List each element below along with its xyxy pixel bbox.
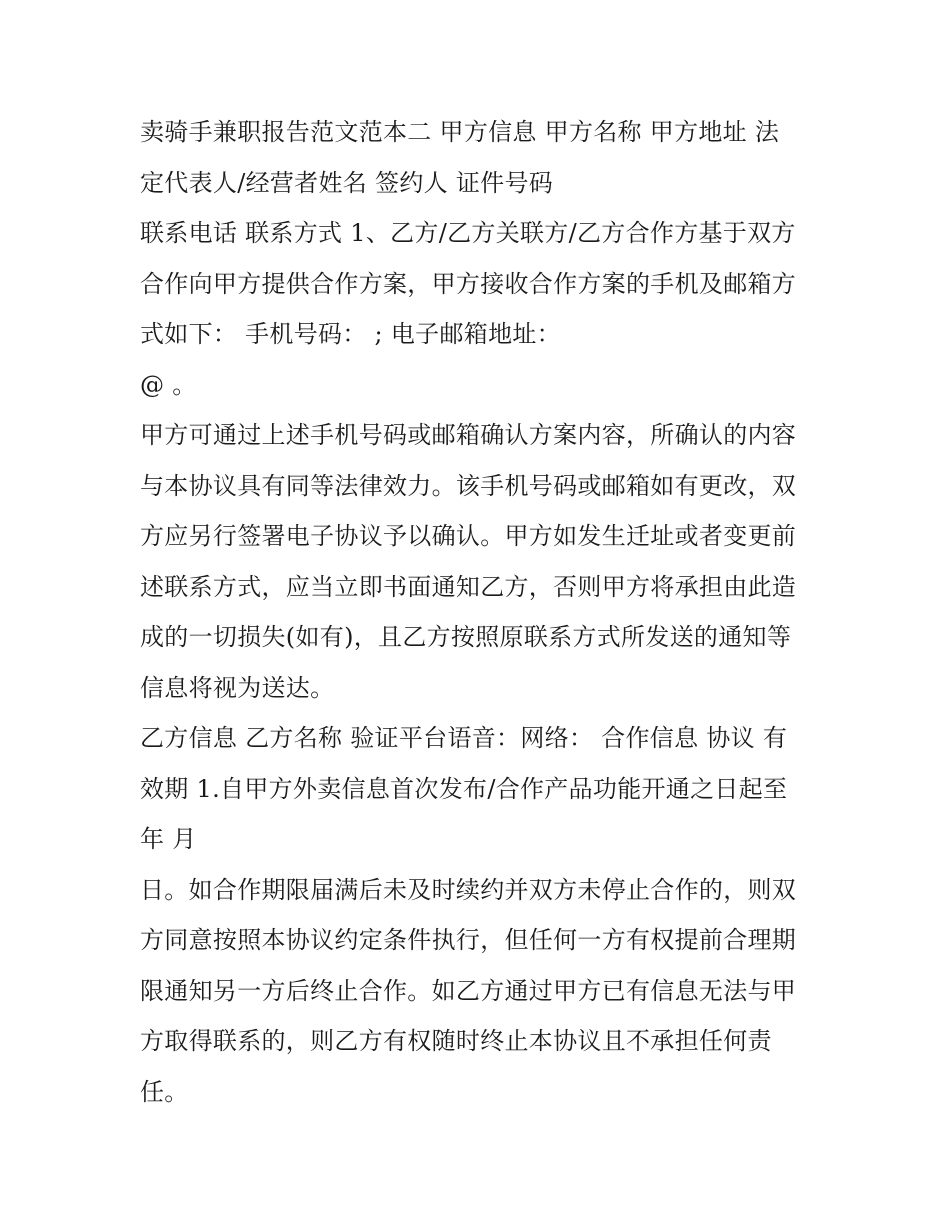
paragraph-email-at: @ 。 <box>140 370 197 399</box>
paragraph-contact-info: 联系电话 联系方式 1、乙方/乙方关联方/乙方合作方基于双方 合作向甲方提供合作方案，甲方接收合作方案的手机及邮箱方 式如下： 手机号码： ; 电子邮箱地址： <box>140 219 797 348</box>
paragraph-confirmation-terms: 甲方可通过上述手机号码或邮箱确认方案内容，所确认的内容 与本协议具有同等法律效力。该手机号码或邮箱如有更改，双 方应另行签署电子协议予以确认。甲方如发生迁址或者变更前 述联系方式，应当立即书面通知乙方，否则甲方将承担由此造 成的一切损失(如有)，且乙方按照原联系方式所发送的通知等 信息将视为送达。 <box>140 421 797 702</box>
paragraph-term-renewal: 日。如合作期限届满后未及时续约并双方未停止合作的，则双 方同意按照本协议约定条件执行，但任何一方有权提前合理期 限通知另一方后终止合作。如乙方通过甲方已有信息无法与甲 方取得联系的，则乙方有权随时终止本协议且不承担任何责 任。 <box>140 875 797 1106</box>
paragraph-party-b-info: 乙方信息 乙方名称 验证平台语音：网络： 合作信息 协议 有 效期 1.自甲方外卖信息首次发布/合作产品功能开通之日起至 年 月 <box>140 724 788 853</box>
paragraph-party-a-info: 卖骑手兼职报告范文范本二 甲方信息 甲方名称 甲方地址 法 定代表人/经营者姓名 签约人 证件号码 <box>140 118 780 197</box>
document-body <box>140 107 815 1117</box>
